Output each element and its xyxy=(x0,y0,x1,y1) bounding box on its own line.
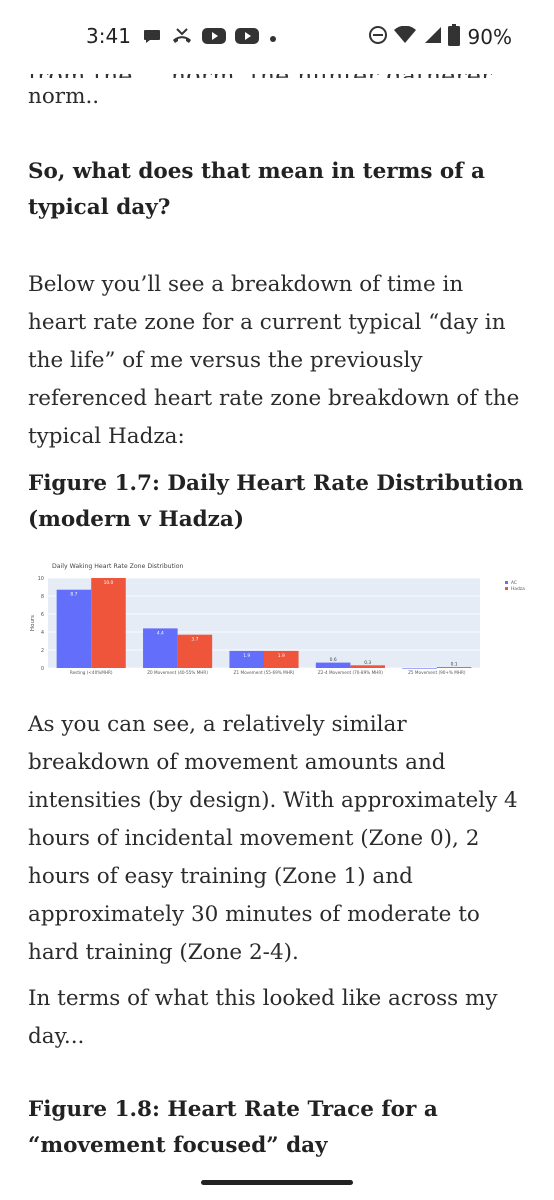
wifi-icon xyxy=(394,26,416,48)
legend-label: AC xyxy=(511,581,517,586)
bar-ac xyxy=(402,668,437,669)
youtube-icon xyxy=(202,27,226,49)
youtube-icon xyxy=(235,27,259,49)
status-time: 3:41 xyxy=(86,24,131,48)
missed-call-icon xyxy=(171,26,193,50)
bar-value-label: 0.6 xyxy=(329,658,337,664)
y-tick-label: 2 xyxy=(40,648,44,654)
x-tick-label: Resting (<40%MHR) xyxy=(69,670,113,675)
paragraph-in-terms: In terms of what this looked like across my day... xyxy=(28,986,498,1049)
figure-1-8-title: Figure 1.8: Heart Rate Trace for a “movement focused” day xyxy=(28,1097,438,1158)
home-gesture-bar[interactable] xyxy=(201,1180,353,1185)
y-tick-label: 4 xyxy=(40,630,44,636)
legend-label: Hadza xyxy=(511,587,525,592)
x-tick-label: Z0 Movement (40-55% MHR) xyxy=(147,670,208,675)
y-tick-label: 10 xyxy=(37,576,44,582)
x-tick-label: Z2-4 Movement (70-89% MHR) xyxy=(317,670,383,675)
y-tick-label: 8 xyxy=(40,594,44,600)
heart-rate-zone-chart xyxy=(28,558,548,683)
signal-icon xyxy=(422,26,442,48)
bar-value-label: 0.3 xyxy=(364,660,372,666)
battery-icon xyxy=(448,24,460,50)
bar-value-label: 3.7 xyxy=(191,637,199,643)
x-tick-label: Z5 Movement (90+% MHR) xyxy=(408,670,466,675)
figure-1-7-title: Figure 1.7: Daily Heart Rate Distribution (modern v Hadza) xyxy=(28,471,524,532)
battery-percent: 90% xyxy=(467,25,512,49)
bar-value-label: 4.4 xyxy=(156,631,164,637)
bar-value-label: 0.1 xyxy=(450,662,458,668)
paragraph-breakdown: Below you’ll see a breakdown of time in heart rate zone for a current typical “day in the life” of me versus the previously referenced heart rate zone breakdown of the typical Hadza: xyxy=(28,272,520,449)
chart-svg xyxy=(28,558,548,683)
bar-value-label: 1.9 xyxy=(277,653,285,659)
bar-ac xyxy=(316,663,351,668)
paragraph-norm: norm.. xyxy=(28,84,100,109)
status-bar xyxy=(0,0,554,74)
dot-icon xyxy=(268,29,278,48)
system-icons xyxy=(368,24,512,50)
bar-value-label: 8.7 xyxy=(70,592,78,598)
chart-title: Daily Waking Heart Rate Zone Distribution xyxy=(52,563,184,570)
notification-icons xyxy=(142,26,278,50)
y-axis-label: Hours xyxy=(30,614,36,632)
bar-value-label: 1.9 xyxy=(243,653,251,659)
legend-swatch xyxy=(505,581,508,584)
paragraph-as-you-see: As you can see, a relatively similar breakdown of movement amounts and intensities (by design). With approximately 4 hours of incidental movement (Zone 0), 2 hours of easy training (Zone 1) and approximately 30 minutes of moderate to hard training (Zone 2-4). xyxy=(28,712,518,965)
y-tick-label: 6 xyxy=(40,612,44,618)
do-not-disturb-icon xyxy=(368,25,388,49)
bar-hadza xyxy=(91,578,126,668)
legend-swatch xyxy=(505,587,508,590)
y-tick-label: 0 xyxy=(40,666,44,672)
heading-typical-day: So, what does that mean in terms of a typical day? xyxy=(28,159,485,220)
x-tick-label: Z1 Movement (55-69% MHR) xyxy=(233,670,295,675)
bar-ac xyxy=(57,590,92,668)
bar-value-label: 10.0 xyxy=(103,581,114,586)
chat-bubble-icon xyxy=(142,26,162,50)
